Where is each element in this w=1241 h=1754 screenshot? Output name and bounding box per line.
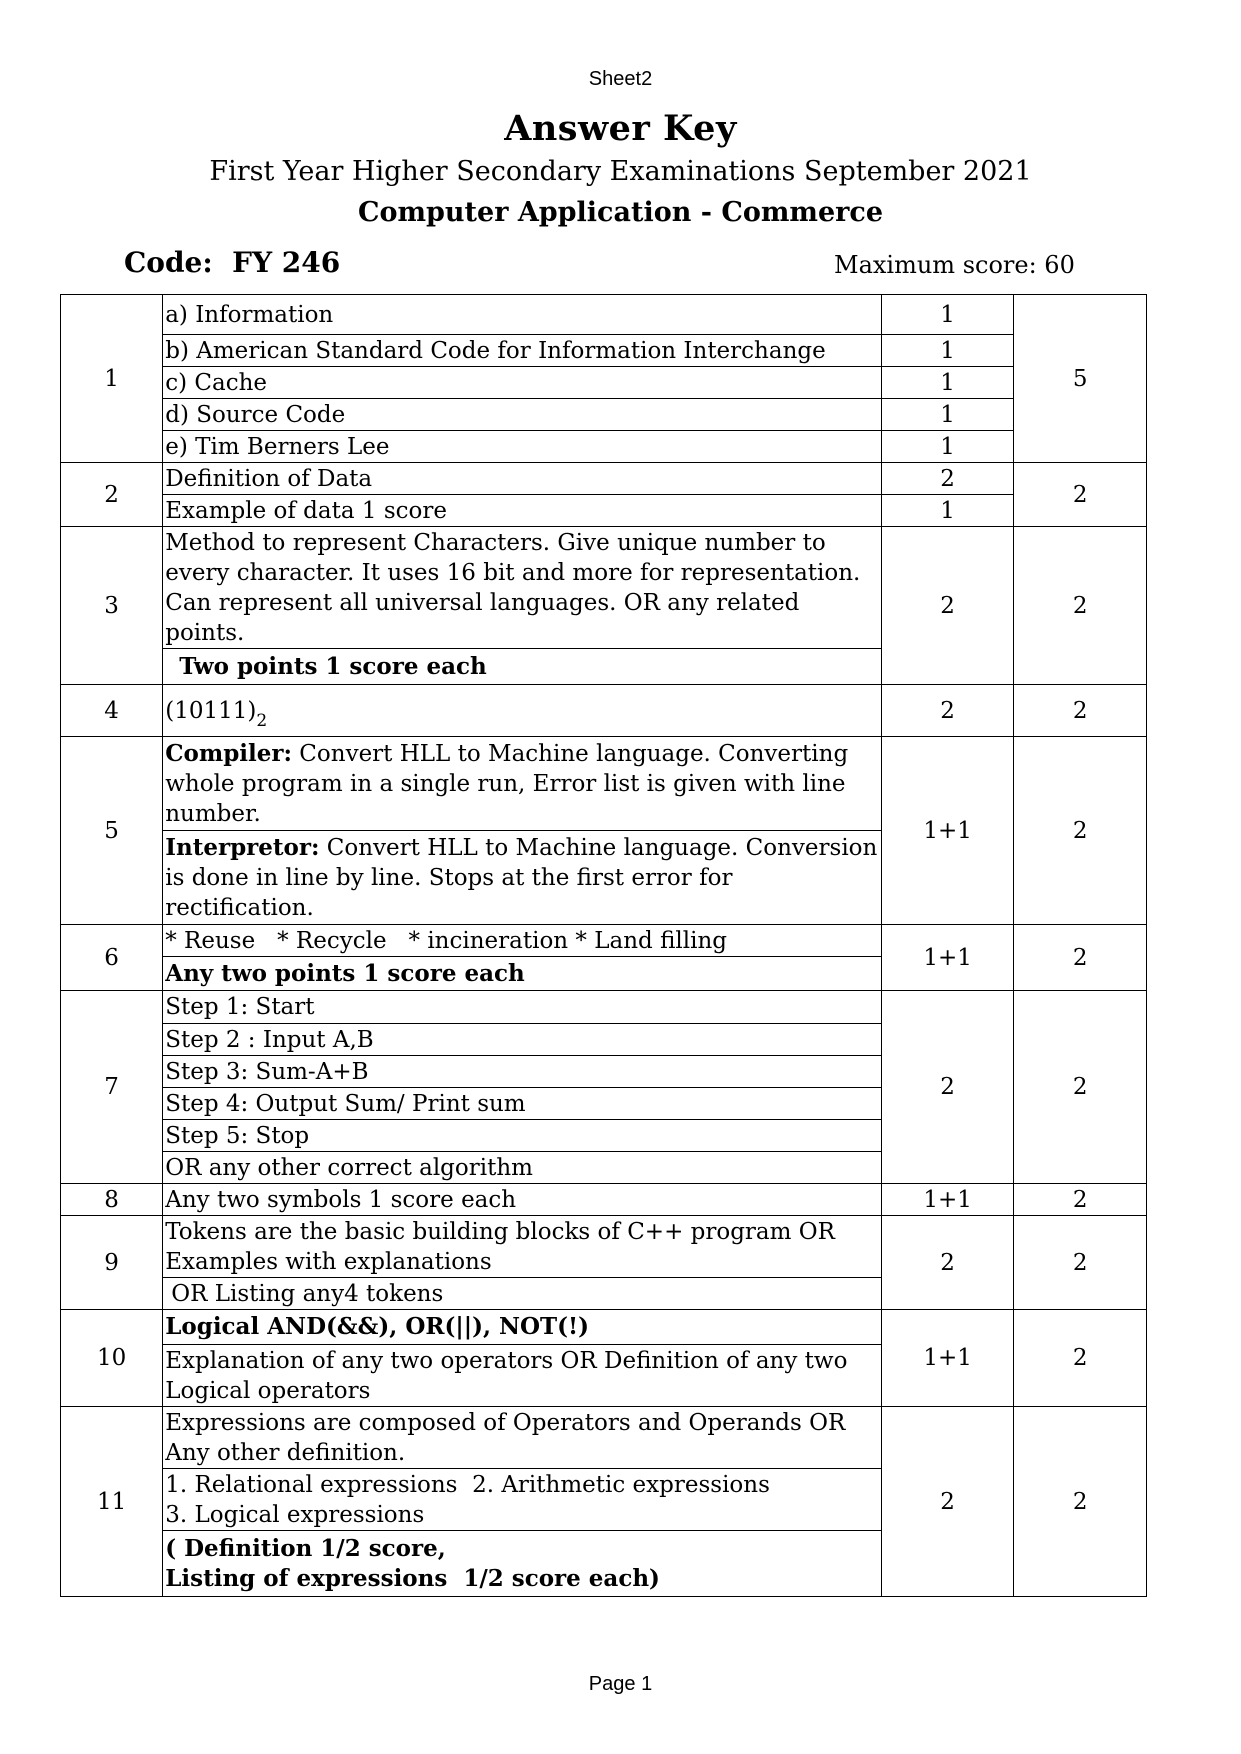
algorithm-step: Step 3: Sum-A+B [163, 1056, 882, 1088]
table-row [61, 685, 1147, 737]
mark-cell: 2 [881, 685, 1014, 737]
answer-cell: * Reuse * Recycle * incineration * Land filling [163, 925, 882, 957]
total-score-cell: 2 [1014, 527, 1147, 685]
question-number: 2 [61, 463, 163, 527]
binary-base: 2 [256, 710, 268, 731]
question-number: 9 [61, 1216, 163, 1310]
mark-cell: 1 [881, 295, 1014, 335]
total-score-cell: 2 [1014, 1407, 1147, 1597]
algorithm-step: Step 4: Output Sum/ Print sum [163, 1088, 882, 1120]
mark-cell: 1 [881, 431, 1014, 463]
mark-cell: 2 [881, 463, 1014, 495]
mark-cell: 1+1 [881, 737, 1014, 925]
mark-cell: 1 [881, 367, 1014, 399]
algorithm-step: Step 5: Stop [163, 1120, 882, 1152]
table-row [61, 737, 1147, 831]
total-score-cell: 2 [1014, 737, 1147, 925]
maximum-score: Maximum score: 60 [834, 251, 1075, 279]
table-row [61, 295, 1147, 335]
compiler-label: Compiler: [165, 739, 292, 767]
exam-code: Code: FY 246 [124, 246, 341, 279]
scoring-note: Two points 1 score each [163, 649, 882, 685]
table-row [61, 1407, 1147, 1469]
table-row [61, 335, 1147, 367]
sheet-label: Sheet2 [588, 68, 653, 90]
algorithm-step: Step 2 : Input A,B [163, 1024, 882, 1056]
binary-value: (10111) [165, 697, 257, 724]
answer-cell: Explanation of any two operators OR Definition of any two Logical operators [163, 1345, 882, 1407]
mark-cell: 2 [881, 1216, 1014, 1310]
total-score-cell: 5 [1014, 295, 1147, 463]
answer-cell [163, 685, 882, 737]
algorithm-step: OR any other correct algorithm [163, 1152, 882, 1184]
interpretor-text: Convert HLL to Machine language. Conversion is done in line by line. Stops at the first error for rectification. [165, 834, 878, 921]
answer-cell [163, 1469, 882, 1531]
total-score-cell: 2 [1014, 463, 1147, 527]
table-row [61, 1216, 1147, 1278]
total-score-cell: 2 [1014, 1310, 1147, 1407]
operator-heading: Logical AND(&&), OR(||), NOT(!) [163, 1310, 882, 1345]
expression-list-line: 1. Relational expressions 2. Arithmetic expressions [165, 1471, 770, 1498]
scoring-note-line: ( Definition 1/2 score, [165, 1534, 446, 1562]
answer-cell: a) Information [163, 295, 882, 335]
total-score-cell: 2 [1014, 925, 1147, 991]
answer-cell: Method to represent Characters. Give unique number to every character. It uses 16 bit and more for representation. Can represent all universal languages. OR any related points. [163, 527, 882, 649]
question-number: 1 [61, 295, 163, 463]
question-number: 4 [61, 685, 163, 737]
mark-cell: 1 [881, 399, 1014, 431]
mark-cell: 1 [881, 335, 1014, 367]
table-row [61, 399, 1147, 431]
mark-cell: 1+1 [881, 1310, 1014, 1407]
mark-cell: 2 [881, 991, 1014, 1184]
page-title: Answer Key [504, 108, 737, 149]
answer-cell: d) Source Code [163, 399, 882, 431]
question-number: 6 [61, 925, 163, 991]
mark-cell: 2 [881, 1407, 1014, 1597]
scoring-note: Any two points 1 score each [163, 957, 882, 991]
answer-cell: Example of data 1 score [163, 495, 882, 527]
answer-cell: e) Tim Berners Lee [163, 431, 882, 463]
mark-cell: 1 [881, 495, 1014, 527]
answer-cell: c) Cache [163, 367, 882, 399]
answer-cell: OR Listing any4 tokens [163, 1278, 882, 1310]
table-row [61, 495, 1147, 527]
table-row [61, 1184, 1147, 1216]
question-number: 8 [61, 1184, 163, 1216]
compiler-text: Convert HLL to Machine language. Converting whole program in a single run, Error list is given with line number. [165, 740, 849, 827]
answer-key-table [60, 294, 1147, 1597]
subject-title: Computer Application - Commerce [357, 197, 884, 228]
total-score-cell: 2 [1014, 1216, 1147, 1310]
expression-list-line: 3. Logical expressions [165, 1501, 425, 1528]
total-score-cell: 2 [1014, 991, 1147, 1184]
mark-cell: 2 [881, 527, 1014, 685]
question-number: 7 [61, 991, 163, 1184]
question-number: 10 [61, 1310, 163, 1407]
table-row [61, 925, 1147, 957]
answer-cell: Expressions are composed of Operators and Operands OR Any other definition. [163, 1407, 882, 1469]
interpretor-label: Interpretor: [165, 833, 320, 861]
scoring-note-line: Listing of expressions 1/2 score each) [165, 1564, 660, 1592]
page-number: Page 1 [588, 1673, 653, 1695]
answer-cell: Tokens are the basic building blocks of C++ program OR Examples with explanations [163, 1216, 882, 1278]
table-row [61, 431, 1147, 463]
question-number: 5 [61, 737, 163, 925]
total-score-cell: 2 [1014, 1184, 1147, 1216]
table-row [61, 1310, 1147, 1345]
question-number: 11 [61, 1407, 163, 1597]
scoring-note [163, 1531, 882, 1597]
question-number: 3 [61, 527, 163, 685]
algorithm-step: Step 1: Start [163, 991, 882, 1024]
exam-subtitle: First Year Higher Secondary Examinations September 2021 [209, 156, 1032, 187]
mark-cell: 1+1 [881, 925, 1014, 991]
answer-cell [163, 831, 882, 925]
table-row [61, 463, 1147, 495]
table-row [61, 527, 1147, 649]
table-row [61, 367, 1147, 399]
answer-cell [163, 737, 882, 831]
total-score-cell: 2 [1014, 685, 1147, 737]
answer-cell: b) American Standard Code for Information Interchange [163, 335, 882, 367]
mark-cell: 1+1 [881, 1184, 1014, 1216]
answer-cell: Any two symbols 1 score each [163, 1184, 882, 1216]
table-row [61, 991, 1147, 1024]
answer-cell: Definition of Data [163, 463, 882, 495]
